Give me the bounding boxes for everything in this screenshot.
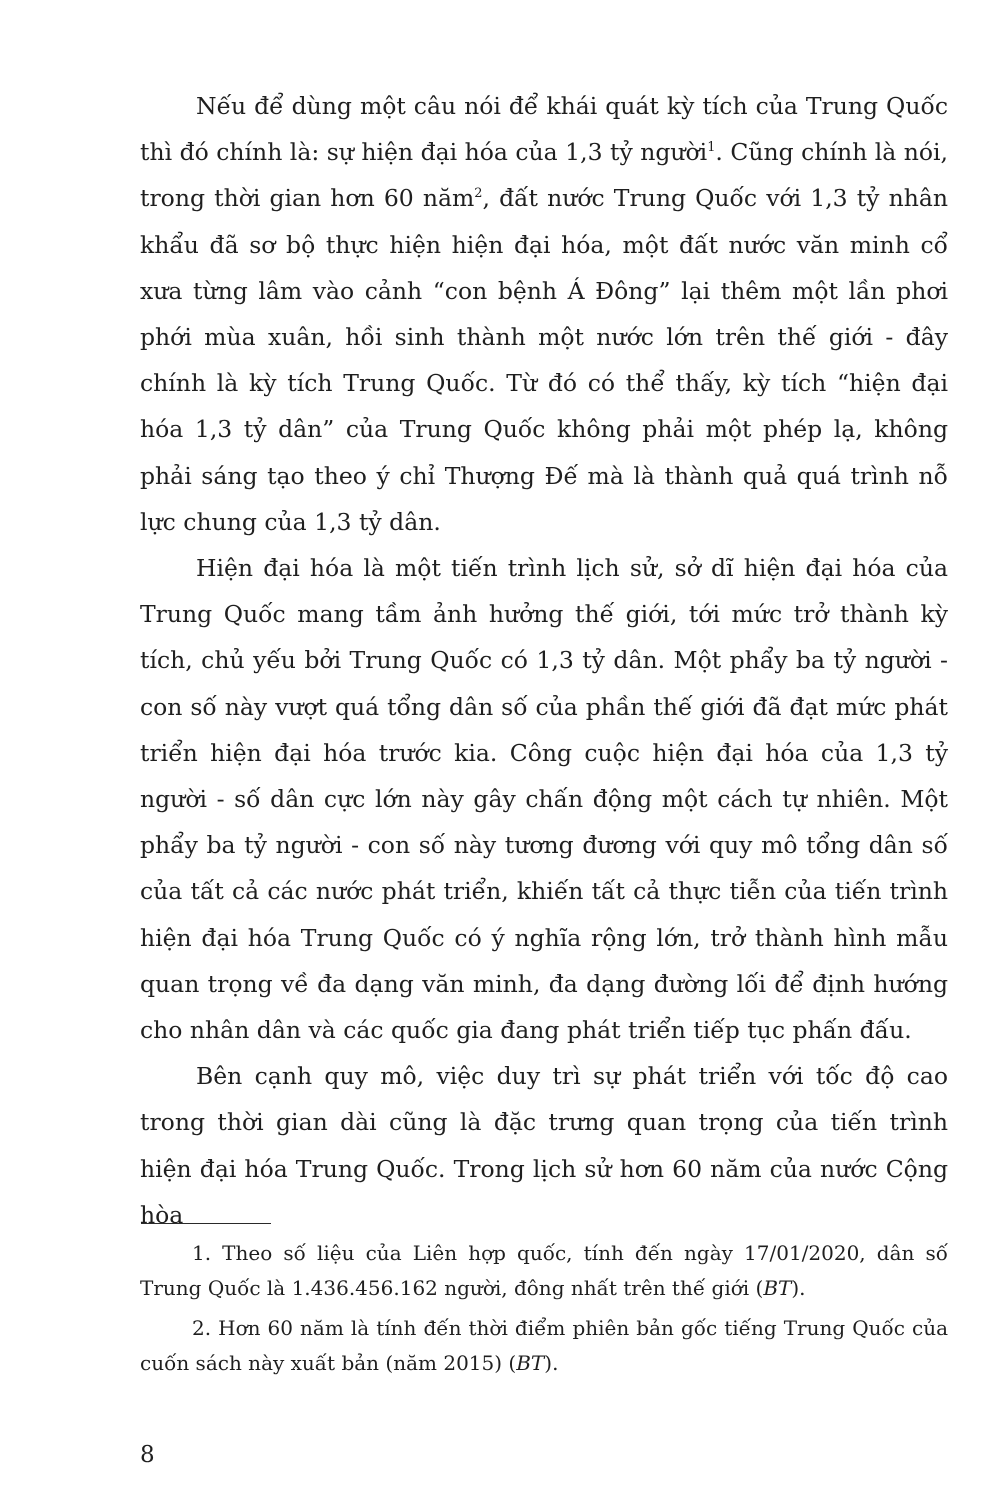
paragraph-1-segment-1: Nếu để dùng một câu nói để khái quát kỳ tích của Trung Quốc thì đó chính là: sự hiện đại hóa của 1,3 tỷ người (140, 92, 948, 167)
page-number: 8 (140, 1442, 155, 1468)
paragraph-2-text: Hiện đại hóa là một tiến trình lịch sử, sở dĩ hiện đại hóa của Trung Quốc mang tầm ảnh hưởng thế giới, tới mức trở thành kỳ tích, chủ yếu bởi Trung Quốc có 1,3 tỷ dân. Một phẩy ba tỷ người - con số này vượt quá tổng dân số của phần thế giới đã đạt mức phát triển hiện đại hóa trước kia. Công cuộc hiện đại hóa của 1,3 tỷ người - số dân cực lớn này gây chấn động một cách tự nhiên. Một phẩy ba tỷ người - con số này tương đương với quy mô tổng dân số của tất cả các nước phát triển, khiến tất cả thực tiễn của tiến trình hiện đại hóa Trung Quốc có ý nghĩa rộng lớn, trở thành hình mẫu quan trọng về đa dạng văn minh, đa dạng đường lối để định hướng cho nhân dân và các quốc gia đang phát triển tiếp tục phấn đấu. (140, 554, 948, 1045)
paragraph-2 (140, 545, 948, 1053)
footnote-ref-1: 1 (707, 140, 716, 156)
paragraph-1-segment-5: , đất nước Trung Quốc với 1,3 tỷ nhân khẩu đã sơ bộ thực hiện hiện đại hóa, một đất nước văn minh cổ xưa từng lâm vào cảnh “con bệnh Á Đông” lại thêm một lần phơi phới mùa xuân, hồi sinh thành một nước lớn trên thế giới - đây chính là kỳ tích Trung Quốc. Từ đó có thể thấy, kỳ tích “hiện đại hóa 1,3 tỷ dân” của Trung Quốc không phải một phép lạ, không phải sáng tạo theo ý chỉ Thượng Đế mà là thành quả quá trình nỗ lực chung của 1,3 tỷ dân. (140, 184, 948, 536)
paragraph-3 (140, 1053, 948, 1238)
footnote-2-end: ). (544, 1350, 559, 1375)
paragraph-1-segment-3: . Cũng chính là nói, trong thời gian hơn 60 năm (140, 138, 948, 213)
footnote-1 (140, 1236, 948, 1305)
footnote-ref-2: 2 (474, 186, 483, 202)
footnote-1-end: ). (791, 1275, 806, 1300)
footnotes (140, 1236, 948, 1386)
footnote-2-abbrev: BT (516, 1350, 545, 1375)
footnote-1-text: 1. Theo số liệu của Liên hợp quốc, tính đến ngày 17/01/2020, dân số Trung Quốc là 1.436.456.162 người, đông nhất trên thế giới ( (140, 1241, 948, 1300)
paragraph-1 (140, 83, 948, 545)
footnote-2-text: 2. Hơn 60 năm là tính đến thời điểm phiên bản gốc tiếng Trung Quốc của cuốn sách này xuất bản (năm 2015) ( (140, 1316, 948, 1375)
footnote-2 (140, 1311, 948, 1380)
footnote-divider (141, 1223, 271, 1224)
body-text (140, 83, 948, 1238)
footnote-1-abbrev: BT (763, 1275, 792, 1300)
paragraph-3-text: Bên cạnh quy mô, việc duy trì sự phát triển với tốc độ cao trong thời gian dài cũng là đặc trưng quan trọng của tiến trình hiện đại hóa Trung Quốc. Trong lịch sử hơn 60 năm của nước Cộng hòa (140, 1062, 948, 1229)
